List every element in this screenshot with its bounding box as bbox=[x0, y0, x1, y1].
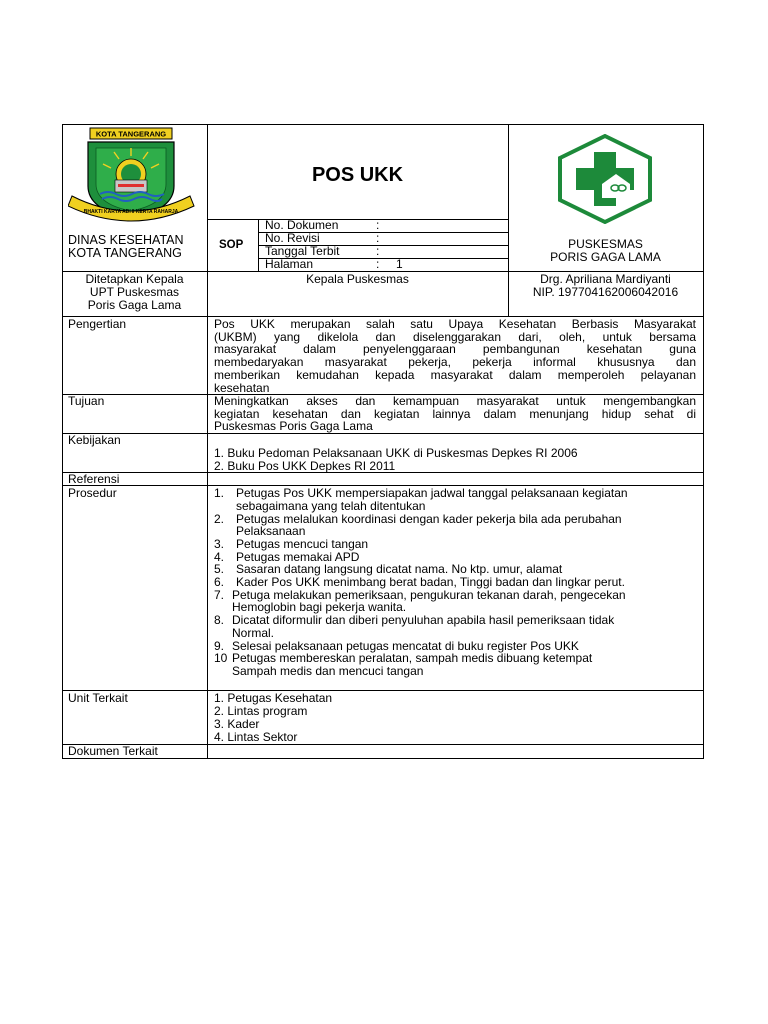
doc-info-label: Tanggal Terbit bbox=[265, 244, 340, 258]
puskesmas-name-line1: PUSKESMAS bbox=[568, 237, 643, 251]
svg-text:KOTA TANGERANG: KOTA TANGERANG bbox=[95, 129, 167, 139]
kebijakan-item: 1. Buku Pedoman Pelaksanaan UKK di Puskesmas Depkes RI 2006 bbox=[214, 446, 578, 460]
unit-terkait-item: 4. Lintas Sektor bbox=[214, 730, 298, 744]
pengertian-text: Pos UKK merupakan salah satu Upaya Kesehatan Berbasis Masyarakat (UKBM) yang dikelola dan diselenggarakan dari, oleh, untuk bersama masyarakat dalam penyelenggaraan pembangunan kesehatan guna membedaryakan masyarakat pekerja, pekerja informal khususnya dan memberikan kemudahan kepada masyarakat dalam memperoleh pelayanan kesehatan bbox=[214, 317, 696, 395]
puskesmas-logo bbox=[556, 134, 654, 224]
section-label-kebijakan: Kebijakan bbox=[68, 433, 121, 447]
org-name-line2: KOTA TANGERANG bbox=[68, 246, 182, 260]
unit-terkait-item: 2. Lintas program bbox=[214, 704, 308, 718]
approval-left-line3: Poris Gaga Lama bbox=[87, 298, 182, 312]
doc-info-label: No. Revisi bbox=[265, 231, 320, 245]
puskesmas-name-line2: PORIS GAGA LAMA bbox=[550, 250, 661, 264]
prosedur-step: 5. Sasaran datang langsung dicatat nama. No ktp. umur, alamat bbox=[214, 562, 563, 577]
doc-info-sep: : bbox=[376, 244, 380, 258]
org-name-line1: DINAS KESEHATAN bbox=[68, 233, 184, 247]
doc-info-label: No. Dokumen bbox=[265, 218, 339, 232]
section-label-pengertian: Pengertian bbox=[68, 317, 127, 331]
page-title: POS UKK bbox=[311, 164, 404, 186]
approval-signer-name: Drg. Apriliana Mardiyanti bbox=[540, 272, 671, 286]
prosedur-step: 9. Selesai pelaksanaan petugas mencatat di buku register Pos UKK bbox=[214, 638, 579, 653]
kebijakan-item: 2. Buku Pos UKK Depkes RI 2011 bbox=[214, 459, 396, 473]
unit-terkait-item: 1. Petugas Kesehatan bbox=[214, 691, 333, 705]
section-label-dokumen-terkait: Dokumen Terkait bbox=[68, 744, 158, 758]
section-label-unit-terkait: Unit Terkait bbox=[68, 691, 128, 705]
prosedur-step: 8. Dicatat diformulir dan diberi penyuluhan apabila hasil pemeriksaan tidak Normal. bbox=[214, 613, 615, 640]
section-label-referensi: Referensi bbox=[68, 472, 120, 486]
approval-signer-nip: NIP. 197704162006042016 bbox=[532, 285, 679, 299]
doc-info-sep: : bbox=[376, 218, 380, 232]
prosedur-step: 4. Petugas memakai APD bbox=[214, 549, 360, 564]
doc-info-value: 1 bbox=[396, 257, 403, 271]
doc-info-sep: : bbox=[376, 257, 380, 271]
prosedur-step: 3. Petugas mencuci tangan bbox=[214, 537, 369, 551]
svg-text:BHAKTI KARYA ADHI KERTA RAHARJ: BHAKTI KARYA ADHI KERTA RAHARJA bbox=[83, 209, 179, 215]
doc-info-sep: : bbox=[376, 231, 380, 245]
unit-terkait-item: 3. Kader bbox=[214, 717, 260, 731]
sop-label: SOP bbox=[219, 239, 244, 251]
prosedur-step: 6. Kader Pos UKK menimbang berat badan, Tinggi badan dan lingkar perut. bbox=[214, 575, 625, 590]
approval-left-line1: Ditetapkan Kepala bbox=[85, 272, 184, 286]
doc-info-label: Halaman bbox=[265, 257, 314, 271]
prosedur-list bbox=[214, 487, 700, 678]
prosedur-step: 2. Petugas melalukan koordinasi dengan kader pekerja bila ada perubahan Pelaksanaan bbox=[214, 511, 622, 539]
approval-left-line2: UPT Puskesmas bbox=[89, 285, 180, 299]
section-label-tujuan: Tujuan bbox=[68, 394, 105, 408]
section-label-prosedur: Prosedur bbox=[68, 486, 117, 500]
approval-middle: Kepala Puskesmas bbox=[306, 272, 409, 286]
prosedur-step: 1. Petugas Pos UKK mempersiapakan jadwal tanggal pelaksanaan kegiatan sebagaimana yang telah ditentukan bbox=[214, 486, 628, 513]
tujuan-text: Meningkatkan akses dan kemampuan masyarakat untuk mengembangkan kegiatan kesehatan dan kegiatan lainnya dalam menunjang hidup sehat di Puskesmas Poris Gaga Lama bbox=[214, 394, 696, 434]
kota-tangerang-logo bbox=[68, 126, 206, 226]
prosedur-step: 7. Petuga melakukan pemeriksaan, pengukuran tekanan darah, pengecekan Hemoglobin bagi pekerja wanita. bbox=[214, 587, 626, 615]
prosedur-step: 10 Petugas membereskan peralatan, sampah medis dibuang ketempat Sampah medis dan mencuci tangan bbox=[214, 651, 593, 679]
